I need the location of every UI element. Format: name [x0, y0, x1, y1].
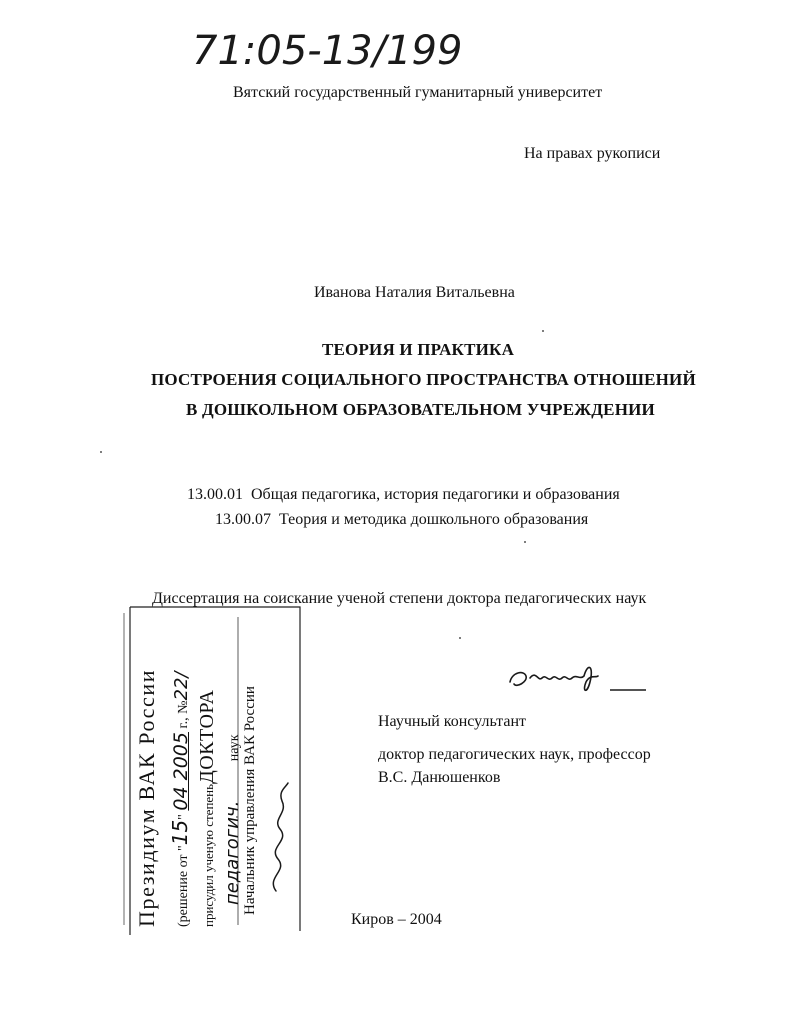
stamp-line-chief: Начальник управления ВАК России — [242, 686, 258, 915]
stamp-decision-quote: " — [176, 814, 191, 820]
specialty-1: 13.00.01 Общая педагогика, история педагогики и образования — [187, 486, 620, 503]
specialty-2: 13.00.07 Теория и методика дошкольного образования — [215, 511, 589, 528]
stamp-science-handwritten: педагогич. — [222, 800, 243, 905]
title-line-1: ТЕОРИЯ И ПРАКТИКА — [321, 340, 515, 359]
scan-speck — [524, 541, 526, 543]
stamp-science-suffix: наук — [227, 734, 242, 762]
scan-speck — [459, 637, 461, 639]
manuscript-note: На правах рукописи — [524, 145, 661, 162]
title-line-3: В ДОШКОЛЬНОМ ОБРАЗОВАТЕЛЬНОМ УЧРЕЖДЕНИИ — [186, 400, 655, 419]
catalog-number-handwritten — [186, 12, 486, 82]
stamp-degree-prefix: присудил ученую степень — [201, 783, 216, 927]
stamp-line-decision — [168, 672, 192, 927]
stamp-degree-word: ДОКТОРА — [196, 689, 218, 784]
stamp-signature — [258, 781, 298, 901]
scan-speck — [100, 451, 102, 453]
stamp-line-presidium: Президиум ВАК России — [134, 668, 159, 927]
consultant-role: Научный консультант — [378, 713, 526, 730]
consultant-name: В.С. Данюшенков — [378, 769, 501, 786]
stamp-decision-prefix: (решение от " — [176, 845, 191, 927]
catalog-number-text: 71:05-13/199 — [192, 28, 463, 74]
author-signature — [502, 652, 652, 700]
title-line-2: ПОСТРОЕНИЯ СОЦИАЛЬНОГО ПРОСТРАНСТВА ОТНОШЕНИЙ — [151, 370, 696, 389]
stamp-decision-date: 04 2005 — [170, 732, 192, 811]
stamp-decision-number-label: г., № — [176, 700, 191, 729]
author-name: Иванова Наталия Витальевна — [314, 284, 515, 301]
consultant-degree: доктор педагогических наук, профессор — [378, 746, 651, 763]
dissertation-line: Диссертация на соискание ученой степени доктора педагогических наук — [152, 590, 647, 607]
university-name: Вятский государственный гуманитарный университет — [233, 84, 603, 101]
stamp-line-degree — [196, 690, 219, 927]
stamp-decision-day: 15 — [168, 819, 192, 846]
place-year: Киров – 2004 — [351, 911, 442, 928]
stamp-line-science — [222, 734, 243, 905]
vak-stamp — [118, 605, 304, 935]
stamp-decision-number: 22/ — [171, 671, 192, 701]
scan-speck — [542, 330, 544, 332]
